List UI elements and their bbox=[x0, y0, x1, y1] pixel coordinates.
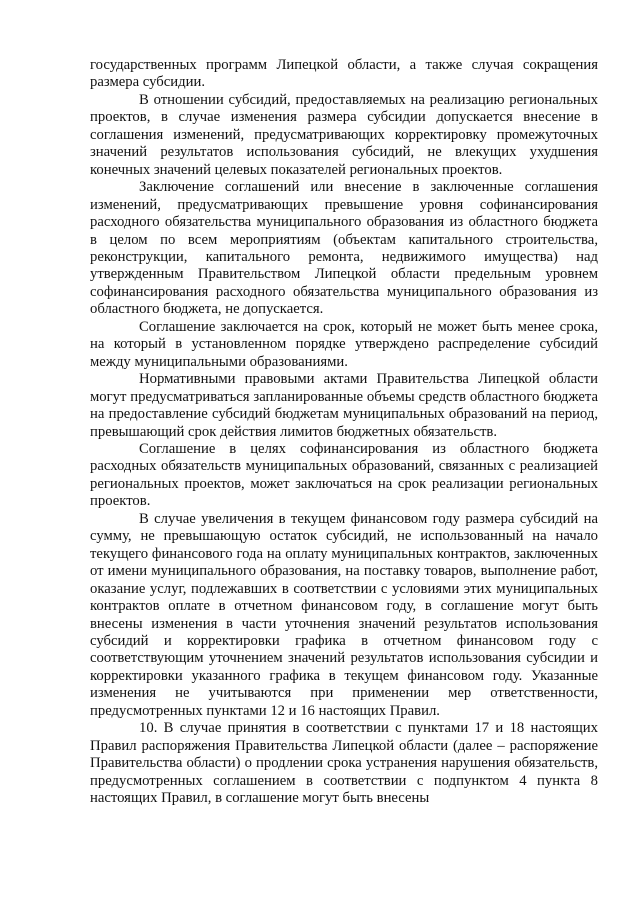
paragraph-normative-acts: Нормативными правовыми актами Правительства Липецкой области могут предусматриваться запланированные объемы средств областного бюджета на предоставление субсидий бюджетам муниципальных образований на период, превышающий срок действия лимитов бюджетных обязательств. bbox=[90, 371, 598, 440]
document-body bbox=[90, 57, 598, 807]
paragraph-continuation: государственных программ Липецкой области, а также случая сокращения размера субсидии. bbox=[90, 57, 598, 91]
paragraph-regional-projects-subsidies: В отношении субсидий, предоставляемых на реализацию региональных проектов, в случае изменения размера субсидии допускается внесение в соглашения изменений, предусматривающих корректировку промежуточных значений результатов использования субсидий, не влекущих ухудшения конечных значений целевых показателей региональных проектов. bbox=[90, 91, 598, 178]
paragraph-cofinancing-limit: Заключение соглашений или внесение в заключенные соглашения изменений, предусматривающих превышение уровня софинансирования расходного обязательства муниципального образования из областного бюджета в целом по всем мероприятиям (объектам капитального строительства, реконструкции, капитального ремонта, недвижимого имущества) над утвержденным Правительством Липецкой области предельным уровнем софинансирования расходного обязательства муниципального образования из областного бюджета, не допускается. bbox=[90, 179, 598, 318]
paragraph-subsidy-increase: В случае увеличения в текущем финансовом году размера субсидий на сумму, не превышающую остаток субсидий, не использованный на начало текущего финансового года на оплату муниципальных контрактов, заключенных от имени муниципального образования, на поставку товаров, выполнение работ, оказание услуг, подлежавших в соответствии с условиями этих муниципальных контрактов оплате в отчетном финансовом году, в соглашение могут быть внесены изменения в части уточнения значений результатов использования субсидий и корректировки графика в отчетном финансовом году с соответствующим уточнением значений результатов использования субсидии и корректировки указанного графика в текущем финансовом году. Указанные изменения не учитываются при применении мер ответственности, предусмотренных пунктами 12 и 16 настоящих Правил. bbox=[90, 510, 598, 719]
paragraph-regional-projects-term: Соглашение в целях софинансирования из областного бюджета расходных обязательств муниципальных образований, связанных с реализацией региональных проектов, может заключаться на срок реализации региональных проектов. bbox=[90, 440, 598, 510]
paragraph-agreement-term: Соглашение заключается на срок, который не может быть менее срока, на который в установленном порядке утверждено распределение субсидий между муниципальными образованиями. bbox=[90, 318, 598, 370]
paragraph-clause-10: 10. В случае принятия в соответствии с пунктами 17 и 18 настоящих Правил распоряжения Правительства Липецкой области (далее – распоряжение Правительства области) о продлении срока устранения нарушения обязательств, предусмотренных соглашением в соответствии с подпунктом 4 пункта 8 настоящих Правил, в соглашение могут быть внесены bbox=[90, 720, 598, 807]
